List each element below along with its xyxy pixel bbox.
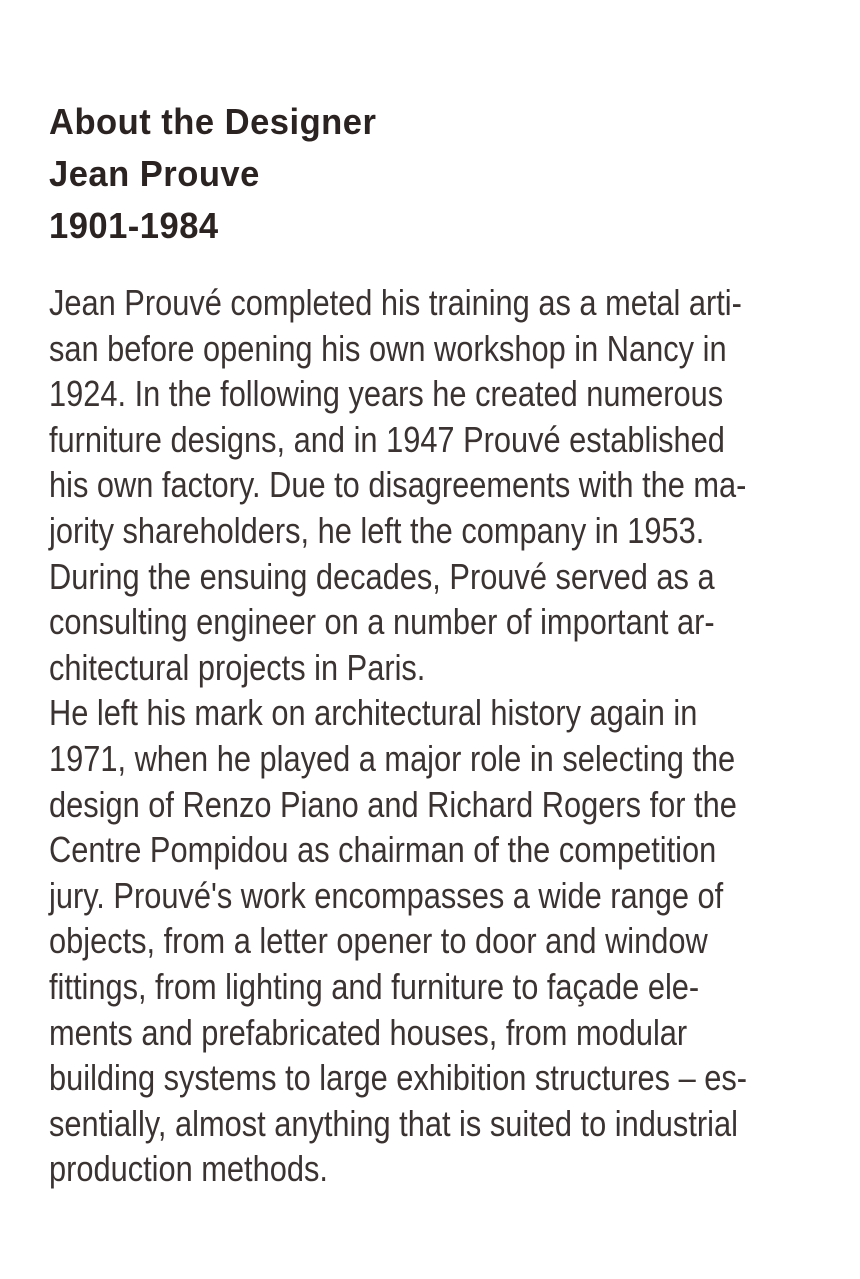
biography-line: He left his mark on architectural history again in <box>49 692 698 734</box>
biography-line: 1971, when he played a major role in selecting the <box>49 737 736 779</box>
biography-line: sentially, almost anything that is suited to industrial <box>49 1102 738 1144</box>
biography-line: jury. Prouvé's work encompasses a wide range of <box>49 874 724 916</box>
biography-line: his own factory. Due to disagreements with the ma- <box>49 464 747 506</box>
heading-block <box>49 96 829 252</box>
designer-name: Jean Prouve <box>49 153 260 194</box>
biography-line: Centre Pompidou as chairman of the competition <box>49 829 717 871</box>
biography-line: fittings, from lighting and furniture to façade ele- <box>49 965 700 1007</box>
designer-years: 1901-1984 <box>49 205 219 246</box>
section-title: About the Designer <box>49 101 377 142</box>
biography-line: jority shareholders, he left the company in 1953. <box>49 509 705 551</box>
biography-line: design of Renzo Piano and Richard Rogers for the <box>49 783 737 825</box>
biography-line: chitectural projects in Paris. <box>49 646 426 688</box>
biography-line: building systems to large exhibition structures – es- <box>49 1057 748 1099</box>
biography-line: 1924. In the following years he created numerous <box>49 373 724 415</box>
biography-line: ments and prefabricated houses, from modular <box>49 1011 688 1053</box>
biography-text <box>49 280 839 1192</box>
biography-line: Jean Prouvé completed his training as a metal arti- <box>49 282 742 323</box>
biography-line: consulting engineer on a number of important ar- <box>49 601 715 643</box>
biography-line: objects, from a letter opener to door and window <box>49 920 708 962</box>
biography-line: furniture designs, and in 1947 Prouvé established <box>49 418 725 460</box>
biography-line: During the ensuing decades, Prouvé served as a <box>49 555 715 597</box>
biography-line: production methods. <box>49 1148 328 1190</box>
biography-line: san before opening his own workshop in Nancy in <box>49 327 727 369</box>
